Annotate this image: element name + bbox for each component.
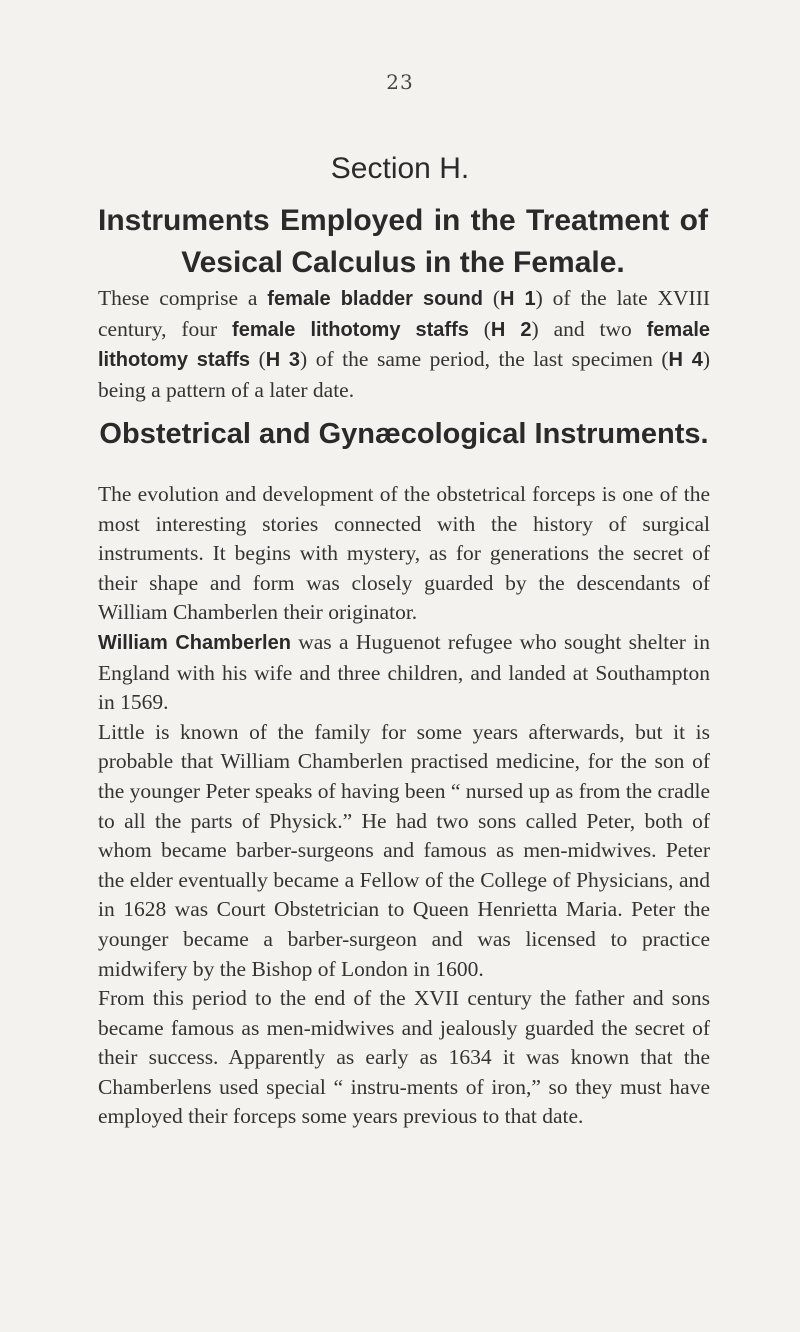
obstetrics-body — [98, 480, 710, 1132]
text-run: ( — [468, 316, 491, 341]
catalogue-code: H 1 — [500, 288, 536, 310]
section-heading-line2: Vesical Calculus in the Female. — [181, 246, 625, 279]
section-heading — [98, 200, 708, 284]
instrument-name: female bladder sound — [267, 288, 483, 310]
text-run: was a Huguenot refugee who sought shelter in England with his wife and three children, and landed at Southampton in 1569. — [98, 629, 710, 715]
page-number: 23 — [386, 70, 414, 94]
catalogue-code: H 3 — [265, 349, 301, 372]
obstetrics-paragraph-2 — [98, 628, 710, 718]
instrument-name: female lithotomy staffs — [232, 318, 469, 341]
text-run: ) of the same period, the last specimen ( — [300, 347, 669, 372]
text-run: ( — [483, 286, 501, 310]
obstetrics-heading: Obstetrical and Gynæcological Instruments. — [99, 418, 709, 450]
catalogue-code: H 2 — [490, 318, 532, 341]
text-run: ( — [250, 347, 266, 372]
text-run: ) being a pattern of a later date. — [98, 347, 710, 402]
text-run: ) and two — [531, 316, 647, 341]
section-heading-line1: Instruments Employed in the Treatment of — [98, 204, 708, 237]
person-name: William Chamberlen — [98, 631, 291, 654]
obstetrics-paragraph-4: From this period to the end of the XVII century the father and sons became famous as men-midwives and jealously guarded the secret of their success. Apparently as early as 1634 it was known that the Chamberlens used special “ instru-ments of iron,” so they must have employed their forceps some years previous to that date. — [98, 986, 710, 1129]
section-paragraph — [98, 284, 710, 405]
text-run: ) of the late XVIII century, four — [98, 286, 711, 341]
obstetrics-paragraph-3: Little is known of the family for some years afterwards, but it is probable that William Chamberlen practised medicine, for the son of the younger Peter speaks of having been “ nursed up as from the cradle to all the parts of Physick.” He had two sons called Peter, both of whom became barber-surgeons and famous as men-midwives. Peter the elder eventually became a Fellow of the College of Physicians, and in 1628 was Court Obstetrician to Queen Henrietta Maria. Peter the younger became a barber-surgeon and was licensed to practice midwifery by the Bishop of London in 1600. — [98, 719, 710, 981]
instrument-name: female lithotomy staffs — [98, 318, 710, 372]
section-title: Section H. — [330, 152, 470, 185]
catalogue-code: H 4 — [668, 349, 703, 372]
text-run: These comprise a — [98, 286, 268, 310]
obstetrics-paragraph-1: The evolution and development of the obstetrical forceps is one of the most interesting stories connected with the history of surgical instruments. It begins with mystery, as for generations the secret of their shape and form was closely guarded by the descendants of William Chamberlen their originator. — [98, 482, 710, 625]
